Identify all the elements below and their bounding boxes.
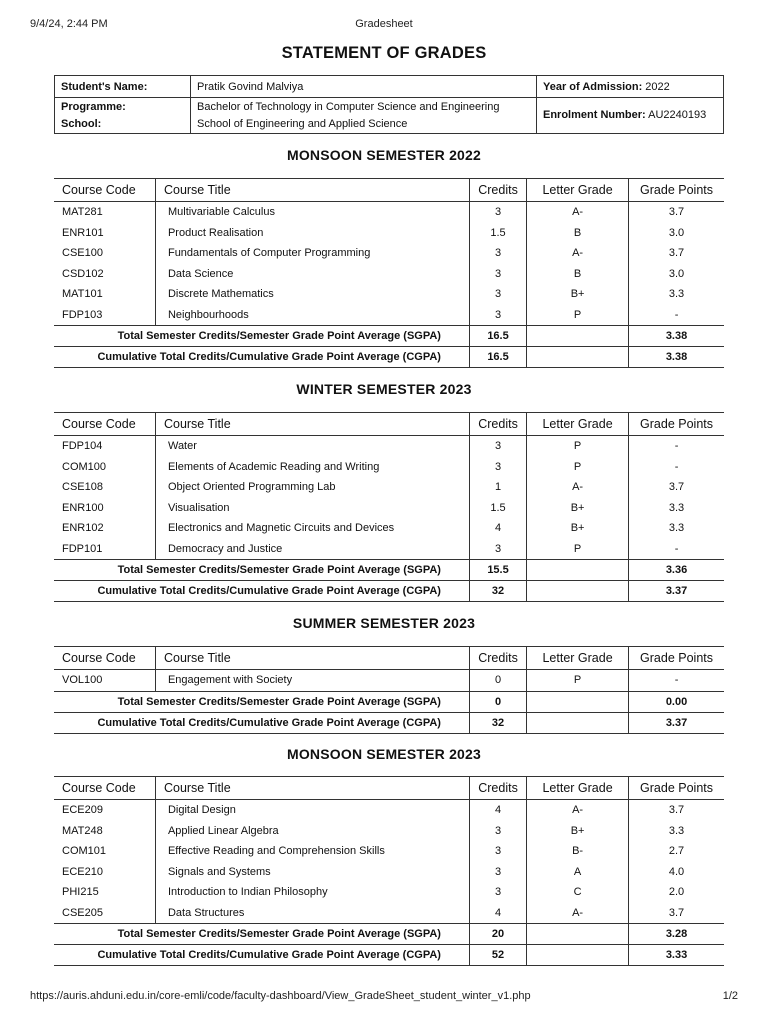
letter-grade: P xyxy=(527,457,629,478)
table-row xyxy=(54,243,724,264)
page-number: 1/2 xyxy=(722,990,738,1002)
course-credits: 3 xyxy=(469,457,526,478)
sgpa-row-gpa: 0.00 xyxy=(629,691,724,712)
semester-title: SUMMER SEMESTER 2023 xyxy=(292,615,476,631)
semester-grade-table xyxy=(54,646,724,734)
course-title: Object Oriented Programming Lab xyxy=(155,477,469,498)
header-course-code: Course Code xyxy=(54,413,155,436)
sgpa-row-label: Total Semester Credits/Semester Grade Point Average (SGPA) xyxy=(54,691,469,712)
cgpa-row-empty-cell xyxy=(527,347,629,368)
table-row xyxy=(54,903,724,924)
table-row xyxy=(54,841,724,862)
semester-grade-table xyxy=(54,178,724,368)
letter-grade: P xyxy=(527,670,629,692)
header-letter-grade: Letter Grade xyxy=(527,647,629,670)
course-title: Digital Design xyxy=(155,800,469,821)
header-credits: Credits xyxy=(469,413,526,436)
course-credits: 3 xyxy=(469,841,526,862)
grade-points: 3.0 xyxy=(629,264,724,285)
enrolment-number xyxy=(537,98,724,134)
table-header-row xyxy=(54,179,724,202)
sgpa-row xyxy=(54,691,724,712)
course-title: Applied Linear Algebra xyxy=(155,821,469,842)
letter-grade: A- xyxy=(527,477,629,498)
year-label: Year of Admission: xyxy=(543,80,643,93)
cgpa-row xyxy=(54,347,724,368)
grade-points: 3.7 xyxy=(629,477,724,498)
header-credits: Credits xyxy=(469,777,526,800)
course-credits: 0 xyxy=(469,670,526,692)
semester-grade-table xyxy=(54,412,724,602)
sgpa-row-gpa: 3.38 xyxy=(629,326,724,347)
table-row xyxy=(54,862,724,883)
programme-school-values xyxy=(191,98,537,134)
sgpa-row-gpa: 3.36 xyxy=(629,560,724,581)
course-credits: 3 xyxy=(469,305,526,326)
course-credits: 3 xyxy=(469,539,526,560)
cgpa-row-credits: 32 xyxy=(469,581,526,602)
course-code: ENR101 xyxy=(62,226,104,239)
letter-grade: C xyxy=(527,882,629,903)
programme-label: Programme: xyxy=(61,100,126,113)
grade-points: - xyxy=(629,539,724,560)
course-credits: 3 xyxy=(469,284,526,305)
letter-grade: A- xyxy=(527,800,629,821)
course-code: ECE210 xyxy=(62,865,103,878)
course-credits: 3 xyxy=(469,821,526,842)
letter-grade: A xyxy=(527,862,629,883)
table-row xyxy=(54,264,724,285)
course-title: Visualisation xyxy=(155,498,469,519)
header-course-code: Course Code xyxy=(54,647,155,670)
course-code: FDP104 xyxy=(62,440,103,453)
cgpa-row-label: Cumulative Total Credits/Cumulative Grade Point Average (CGPA) xyxy=(54,581,469,602)
course-code: MAT248 xyxy=(62,824,103,837)
header-course-code: Course Code xyxy=(54,179,155,202)
table-row xyxy=(54,457,724,478)
course-credits: 3 xyxy=(469,202,526,223)
course-code: ECE209 xyxy=(62,804,103,817)
letter-grade: B xyxy=(527,264,629,285)
sgpa-row-credits: 16.5 xyxy=(469,326,526,347)
table-row xyxy=(54,821,724,842)
school-label: School: xyxy=(61,117,102,130)
print-footer xyxy=(30,990,738,1006)
sgpa-row-empty-cell xyxy=(527,326,629,347)
grade-points: 3.3 xyxy=(629,498,724,519)
grade-points: 3.0 xyxy=(629,223,724,244)
school-value: School of Engineering and Applied Science xyxy=(197,117,408,130)
sgpa-row xyxy=(54,924,724,945)
course-title: Data Structures xyxy=(155,903,469,924)
course-code: COM100 xyxy=(62,460,107,473)
course-credits: 3 xyxy=(469,243,526,264)
header-letter-grade: Letter Grade xyxy=(527,777,629,800)
table-row xyxy=(54,223,724,244)
cgpa-row-gpa: 3.37 xyxy=(629,581,724,602)
programme-value: Bachelor of Technology in Computer Science and Engineering xyxy=(197,100,500,113)
course-code: FDP101 xyxy=(62,542,103,555)
sgpa-row-empty-cell xyxy=(527,924,629,945)
year-of-admission xyxy=(537,76,724,98)
sgpa-row-empty-cell xyxy=(527,560,629,581)
table-row xyxy=(54,498,724,519)
header-course-title: Course Title xyxy=(155,777,469,800)
letter-grade: B+ xyxy=(527,821,629,842)
header-course-title: Course Title xyxy=(155,179,469,202)
table-row xyxy=(54,202,724,223)
sgpa-row-gpa: 3.28 xyxy=(629,924,724,945)
cgpa-row-empty-cell xyxy=(527,581,629,602)
cgpa-row xyxy=(54,945,724,966)
course-title: Fundamentals of Computer Programming xyxy=(155,243,469,264)
page-url: https://auris.ahduni.edu.in/core-emli/code/faculty-dashboard/View_GradeSheet_student_winter_v1.php xyxy=(30,990,531,1002)
header-credits: Credits xyxy=(469,647,526,670)
course-credits: 3 xyxy=(469,436,526,457)
header-course-title: Course Title xyxy=(155,413,469,436)
programme-school-labels xyxy=(55,98,191,134)
course-title: Water xyxy=(155,436,469,457)
cgpa-row-gpa: 3.33 xyxy=(629,945,724,966)
course-credits: 1 xyxy=(469,477,526,498)
letter-grade: B xyxy=(527,223,629,244)
course-credits: 3 xyxy=(469,862,526,883)
enrol-value: AU2240193 xyxy=(648,109,707,121)
semester-title: MONSOON SEMESTER 2022 xyxy=(286,147,482,163)
sgpa-row-empty-cell xyxy=(527,691,629,712)
course-credits: 4 xyxy=(469,903,526,924)
cgpa-row-label: Cumulative Total Credits/Cumulative Grade Point Average (CGPA) xyxy=(54,712,469,733)
course-credits: 1.5 xyxy=(469,498,526,519)
course-code: ENR100 xyxy=(62,501,104,514)
course-credits: 4 xyxy=(469,518,526,539)
table-header-row xyxy=(54,647,724,670)
cgpa-row-empty-cell xyxy=(527,945,629,966)
cgpa-row xyxy=(54,712,724,733)
print-datetime: 9/4/24, 2:44 PM xyxy=(30,18,108,30)
grade-points: 3.7 xyxy=(629,243,724,264)
table-row xyxy=(54,436,724,457)
course-code: CSE108 xyxy=(62,481,103,494)
grade-points: 3.7 xyxy=(629,800,724,821)
course-title: Introduction to Indian Philosophy xyxy=(155,882,469,903)
enrol-label: Enrolment Number: xyxy=(543,109,646,121)
course-code: COM101 xyxy=(62,845,107,858)
cgpa-row-credits: 32 xyxy=(469,712,526,733)
grade-points: 3.3 xyxy=(629,518,724,539)
table-row xyxy=(54,800,724,821)
sgpa-row xyxy=(54,560,724,581)
sgpa-row-label: Total Semester Credits/Semester Grade Point Average (SGPA) xyxy=(54,326,469,347)
table-row xyxy=(54,284,724,305)
course-code: VOL100 xyxy=(62,674,103,687)
table-row xyxy=(54,477,724,498)
letter-grade: B- xyxy=(527,841,629,862)
course-credits: 3 xyxy=(469,264,526,285)
sgpa-row-label: Total Semester Credits/Semester Grade Point Average (SGPA) xyxy=(54,924,469,945)
header-grade-points: Grade Points xyxy=(629,413,724,436)
grade-points: 2.7 xyxy=(629,841,724,862)
grade-points: - xyxy=(629,436,724,457)
table-row xyxy=(54,305,724,326)
letter-grade: B+ xyxy=(527,284,629,305)
sgpa-row-label: Total Semester Credits/Semester Grade Point Average (SGPA) xyxy=(54,560,469,581)
sgpa-row xyxy=(54,326,724,347)
grade-points: 2.0 xyxy=(629,882,724,903)
grade-points: - xyxy=(629,457,724,478)
header-letter-grade: Letter Grade xyxy=(527,179,629,202)
grade-points: 3.3 xyxy=(629,821,724,842)
grade-points: 4.0 xyxy=(629,862,724,883)
course-credits: 4 xyxy=(469,800,526,821)
student-name: Pratik Govind Malviya xyxy=(191,76,537,98)
table-row xyxy=(54,518,724,539)
course-code: ENR102 xyxy=(62,522,104,535)
letter-grade: A- xyxy=(527,903,629,924)
table-header-row xyxy=(54,777,724,800)
header-course-code: Course Code xyxy=(54,777,155,800)
header-course-title: Course Title xyxy=(155,647,469,670)
print-header xyxy=(30,18,738,34)
letter-grade: P xyxy=(527,305,629,326)
letter-grade: A- xyxy=(527,243,629,264)
semester-title: WINTER SEMESTER 2023 xyxy=(296,381,472,397)
grade-points: 3.7 xyxy=(629,202,724,223)
year-value: 2022 xyxy=(645,80,670,93)
cgpa-row-empty-cell xyxy=(527,712,629,733)
course-code: FDP103 xyxy=(62,308,103,321)
course-credits: 1.5 xyxy=(469,223,526,244)
course-title: Elements of Academic Reading and Writing xyxy=(155,457,469,478)
header-grade-points: Grade Points xyxy=(629,777,724,800)
course-code: CSE100 xyxy=(62,247,103,260)
grade-points: - xyxy=(629,305,724,326)
table-row xyxy=(54,670,724,692)
course-title: Discrete Mathematics xyxy=(155,284,469,305)
grade-points: - xyxy=(629,670,724,692)
course-title: Data Science xyxy=(155,264,469,285)
semester-title: MONSOON SEMESTER 2023 xyxy=(286,746,482,762)
header-credits: Credits xyxy=(469,179,526,202)
course-title: Electronics and Magnetic Circuits and Devices xyxy=(155,518,469,539)
grade-points: 3.3 xyxy=(629,284,724,305)
cgpa-row xyxy=(54,581,724,602)
letter-grade: B+ xyxy=(527,498,629,519)
semester-grade-table xyxy=(54,776,724,966)
course-title: Democracy and Justice xyxy=(155,539,469,560)
letter-grade: P xyxy=(527,539,629,560)
course-title: Effective Reading and Comprehension Skills xyxy=(155,841,469,862)
sgpa-row-credits: 20 xyxy=(469,924,526,945)
header-grade-points: Grade Points xyxy=(629,179,724,202)
sgpa-row-credits: 15.5 xyxy=(469,560,526,581)
letter-grade: B+ xyxy=(527,518,629,539)
course-code: PHI215 xyxy=(62,886,99,899)
header-grade-points: Grade Points xyxy=(629,647,724,670)
course-code: MAT101 xyxy=(62,288,103,301)
grade-points: 3.7 xyxy=(629,903,724,924)
page-title: STATEMENT OF GRADES xyxy=(281,44,487,62)
header-letter-grade: Letter Grade xyxy=(527,413,629,436)
table-row xyxy=(54,882,724,903)
cgpa-row-gpa: 3.37 xyxy=(629,712,724,733)
course-credits: 3 xyxy=(469,882,526,903)
cgpa-row-credits: 16.5 xyxy=(469,347,526,368)
course-code: CSD102 xyxy=(62,267,104,280)
student-name-label: Student's Name: xyxy=(55,76,191,98)
table-row xyxy=(54,539,724,560)
course-title: Multivariable Calculus xyxy=(155,202,469,223)
table-header-row xyxy=(54,413,724,436)
cgpa-row-credits: 52 xyxy=(469,945,526,966)
course-title: Engagement with Society xyxy=(155,670,469,692)
letter-grade: P xyxy=(527,436,629,457)
cgpa-row-label: Cumulative Total Credits/Cumulative Grade Point Average (CGPA) xyxy=(54,347,469,368)
course-code: CSE205 xyxy=(62,906,103,919)
student-info-table xyxy=(54,75,724,134)
cgpa-row-label: Cumulative Total Credits/Cumulative Grade Point Average (CGPA) xyxy=(54,945,469,966)
print-title: Gradesheet xyxy=(355,18,413,30)
course-code: MAT281 xyxy=(62,206,103,219)
course-title: Signals and Systems xyxy=(155,862,469,883)
cgpa-row-gpa: 3.38 xyxy=(629,347,724,368)
sgpa-row-credits: 0 xyxy=(469,691,526,712)
letter-grade: A- xyxy=(527,202,629,223)
course-title: Product Realisation xyxy=(155,223,469,244)
course-title: Neighbourhoods xyxy=(155,305,469,326)
